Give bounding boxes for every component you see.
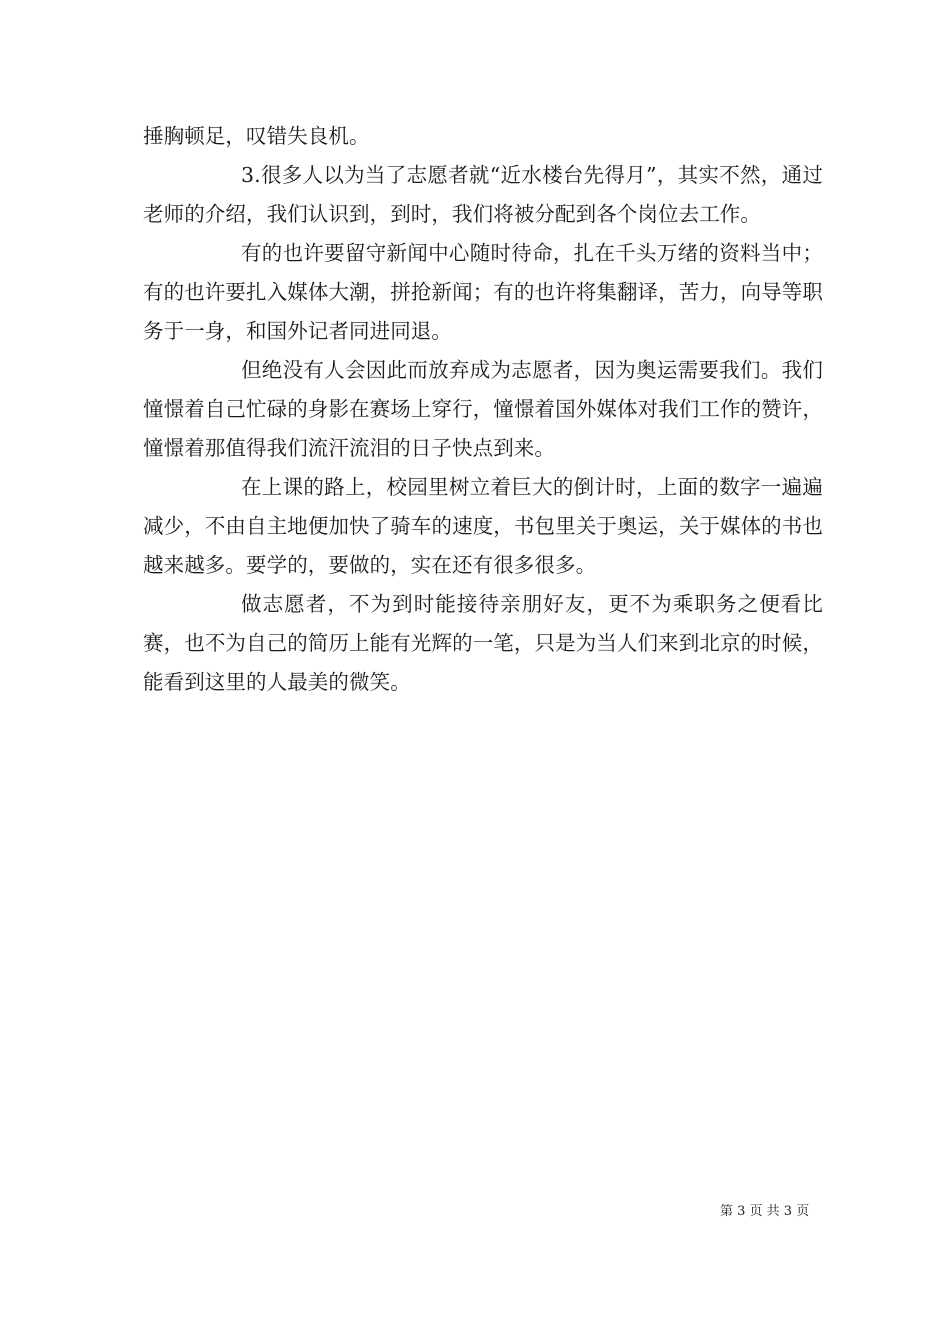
document-body <box>143 117 823 702</box>
paragraph: 在上课的路上，校园里树立着巨大的倒计时，上面的数字一遍遍减少，不由自主地便加快了骑车的速度，书包里关于奥运，关于媒体的书也越来越多。要学的，要做的，实在还有很多很多。 <box>143 475 823 577</box>
page-number-footer: 第 3 页 共 3 页 <box>720 1204 810 1219</box>
paragraph: 但绝没有人会因此而放弃成为志愿者，因为奥运需要我们。我们憧憬着自己忙碌的身影在赛场上穿行，憧憬着国外媒体对我们工作的赞许，憧憬着那值得我们流汗流泪的日子快点到来。 <box>143 358 823 460</box>
paragraph: 3.很多人以为当了志愿者就“近水楼台先得月”，其实不然，通过老师的介绍，我们认识到，到时，我们将被分配到各个岗位去工作。 <box>143 163 823 226</box>
paragraph: 捶胸顿足，叹错失良机。 <box>143 124 370 148</box>
paragraph: 有的也许要留守新闻中心随时待命，扎在千头万绪的资料当中；有的也许要扎入媒体大潮，拼抢新闻；有的也许将集翻译，苦力，向导等职务于一身，和国外记者同进同退。 <box>143 241 823 343</box>
paragraph: 做志愿者，不为到时能接待亲朋好友，更不为乘职务之便看比赛，也不为自己的简历上能有光辉的一笔，只是为当人们来到北京的时候，能看到这里的人最美的微笑。 <box>143 592 823 694</box>
